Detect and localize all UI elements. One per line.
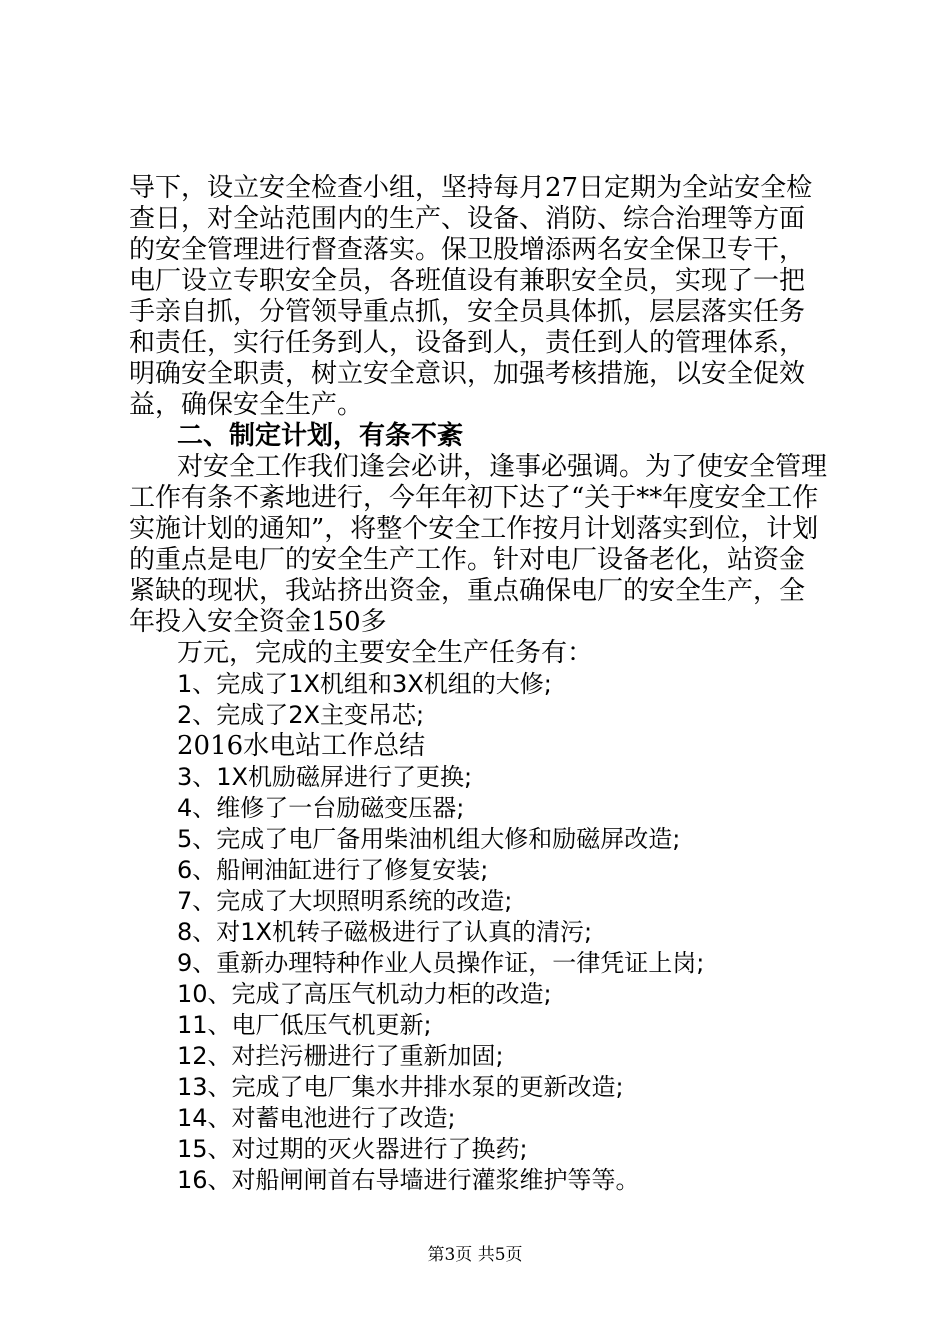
paragraph-safety-plan: 对安全工作我们逢会必讲，逢事必强调。为了使安全管理工作有条不紊地进行，今年年初下达了“关于**年度安全工作实施计划的通知”，将整个安全工作按月计划落实到位，计划的重点是电厂的安全生产工作。针对电厂设备老化，站资金紧缺的现状，我站挤出资金，重点确保电厂的安全生产，全年投入安全资金150多 xyxy=(129,452,828,637)
list-item: 1、完成了1X机组和3X机组的大修; xyxy=(177,670,552,698)
interjected-title: 2016水电站工作总结 xyxy=(177,731,426,761)
document-body xyxy=(129,173,829,1196)
list-item: 15、对过期的灭火器进行了换药; xyxy=(177,1135,528,1163)
list-item: 4、维修了一台励磁变压器; xyxy=(177,794,465,822)
paragraph-tasks-intro: 万元，完成的主要安全生产任务有： xyxy=(177,638,594,668)
list-item: 11、电厂低压气机更新; xyxy=(177,1011,432,1039)
section-heading-plan: 二、制定计划，有条不紊 xyxy=(177,421,464,451)
list-item: 16、对船闸闸首右导墙进行灌浆维护等等。 xyxy=(177,1166,640,1194)
page-footer: 第3页 共5页 xyxy=(427,1245,523,1265)
list-item: 7、完成了大坝照明系统的改造; xyxy=(177,887,513,915)
list-item: 13、完成了电厂集水井排水泵的更新改造; xyxy=(177,1073,624,1101)
list-item: 8、对1X机转子磁极进行了认真的清污; xyxy=(177,918,593,946)
list-item: 6、船闸油缸进行了修复安装; xyxy=(177,856,489,884)
list-item: 10、完成了高压气机动力柜的改造; xyxy=(177,980,552,1008)
paragraph-safety-organization: 导下，设立安全检查小组，坚持每月27日定期为全站安全检查日，对全站范围内的生产、设备、消防、综合治理等方面的安全管理进行督查落实。保卫股增添两名安全保卫专干，电厂设立专职安全员，各班值设有兼职安全员，实现了一把手亲自抓，分管领导重点抓，安全员具体抓，层层落实任务和责任，实行任务到人，设备到人，责任到人的管理体系，明确安全职责，树立安全意识，加强考核措施，以安全促效益，确保安全生产。 xyxy=(129,173,813,420)
list-item: 9、重新办理特种作业人员操作证，一律凭证上岗; xyxy=(177,949,705,977)
list-item: 2、完成了2X主变吊芯; xyxy=(177,701,425,729)
list-item: 5、完成了电厂备用柴油机组大修和励磁屏改造; xyxy=(177,825,681,853)
list-item: 14、对蓄电池进行了改造; xyxy=(177,1104,456,1132)
list-item: 3、1X机励磁屏进行了更换; xyxy=(177,763,473,791)
list-item: 12、对拦污栅进行了重新加固; xyxy=(177,1042,504,1070)
